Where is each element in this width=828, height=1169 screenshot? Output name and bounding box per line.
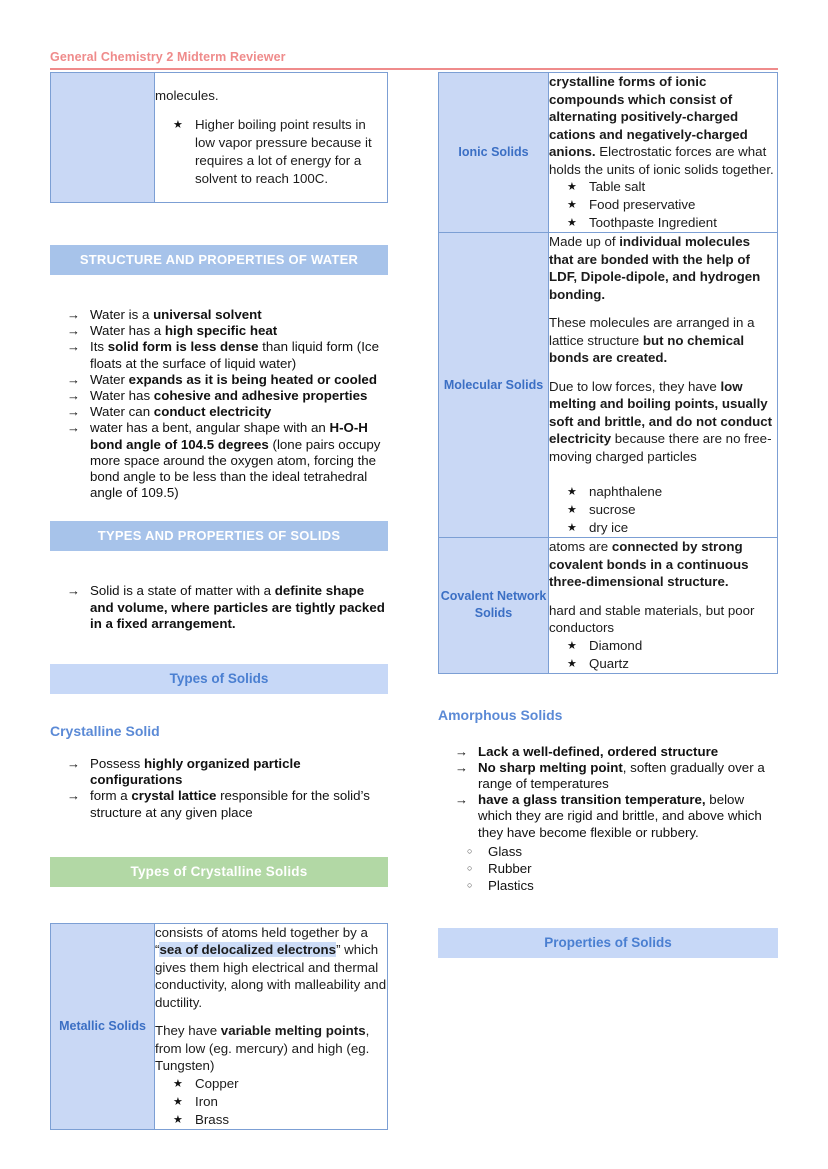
continued-table bbox=[50, 72, 388, 203]
right-column bbox=[438, 72, 778, 958]
molecular-paragraph-2 bbox=[549, 314, 777, 367]
molecular-p2-lead: These molecules are arranged in a lattice structure bbox=[549, 315, 755, 348]
list-item: ○ Glass bbox=[484, 843, 778, 860]
list-item: ○ Plastics bbox=[484, 877, 778, 894]
list-item: → form a crystal lattice responsible for the solid’s structure at any given place bbox=[86, 788, 388, 820]
list-item: ★ Quartz bbox=[585, 655, 777, 673]
continued-table-label bbox=[51, 73, 155, 203]
molecular-examples-list bbox=[549, 483, 777, 537]
list-item: ★ naphthalene bbox=[585, 483, 777, 501]
document-header bbox=[50, 50, 778, 70]
heading-crystalline-solid: Crystalline Solid bbox=[50, 723, 160, 740]
covalent-examples-list bbox=[549, 637, 777, 673]
molecular-solids-body bbox=[549, 233, 778, 538]
covalent-p1-bold: connected by strong covalent bonds in a continuous three-dimensional structure. bbox=[549, 539, 749, 589]
metallic-examples-list bbox=[155, 1075, 387, 1129]
table-row bbox=[439, 233, 778, 538]
ionic-plain-text: Electrostatic forces are what holds the units of ionic solids together. bbox=[549, 144, 774, 177]
table-row bbox=[51, 73, 388, 203]
header-divider bbox=[50, 68, 778, 70]
list-item: ★ Diamond bbox=[585, 637, 777, 655]
molecular-paragraph-1 bbox=[549, 233, 777, 303]
list-item: → Its solid form is less dense than liquid form (Ice floats at the surface of liquid water) bbox=[86, 339, 388, 371]
list-item: ★ Table salt bbox=[585, 178, 777, 196]
list-item: → Water can conduct electricity bbox=[86, 404, 388, 420]
list-item: → Water is a universal solvent bbox=[86, 307, 388, 323]
metallic-paragraph-1: consists of atoms held together by a “sea of delocalized electrons” which gives them high electrical and thermal conductivity, along with malleability and ductility. bbox=[155, 924, 387, 1010]
ionic-bold-text: crystalline forms of ionic compounds which consist of alternating positively-charged cations and negatively-charged anions. bbox=[549, 74, 748, 159]
banner-types-of-crystalline-solids: Types of Crystalline Solids bbox=[50, 857, 388, 887]
molecular-solids-label: Molecular Solids bbox=[439, 233, 549, 538]
metallic-solids-body bbox=[155, 923, 388, 1129]
covalent-network-solids-body bbox=[549, 538, 778, 674]
list-item: → No sharp melting point, soften gradually over a range of temperatures bbox=[474, 760, 778, 792]
amorphous-properties-list bbox=[438, 744, 778, 841]
molecular-p3-tail: because there are no free-moving charged particles bbox=[549, 431, 772, 464]
list-item: ★ Copper bbox=[191, 1075, 387, 1093]
list-item: → Lack a well-defined, ordered structure bbox=[474, 744, 778, 760]
amorphous-examples-list bbox=[438, 843, 778, 894]
list-item: → Possess highly organized particle configurations bbox=[86, 756, 388, 788]
list-item: ★ Higher boiling point results in low vapor pressure because it requires a lot of energy for a solvent to reach 100C. bbox=[191, 116, 387, 188]
table-row bbox=[439, 538, 778, 674]
list-item: ★ Food preservative bbox=[585, 196, 777, 214]
list-item: → have a glass transition temperature, below which they are rigid and brittle, and above which they have become flexible or rubbery. bbox=[474, 792, 778, 841]
molecular-p1-lead: Made up of bbox=[549, 234, 620, 249]
ionic-examples-list bbox=[549, 178, 777, 232]
molecular-p3-bold: low melting and boiling points, usually soft and brittle, and do not conduct electricity bbox=[549, 378, 773, 446]
list-item: → Solid is a state of matter with a definite shape and volume, where particles are tightly packed in a fixed arrangement. bbox=[86, 583, 388, 632]
solid-definition-list bbox=[50, 583, 388, 632]
table-row bbox=[51, 923, 388, 1129]
list-item: ★ Toothpaste Ingredient bbox=[585, 214, 777, 232]
banner-types-of-solids: Types of Solids bbox=[50, 664, 388, 694]
list-item: → Water has a high specific heat bbox=[86, 323, 388, 339]
metallic-solids-label: Metallic Solids bbox=[51, 923, 155, 1129]
page-title: General Chemistry 2 Midterm Reviewer bbox=[50, 50, 286, 64]
covalent-p1-lead: atoms are bbox=[549, 539, 612, 554]
list-item: ★ dry ice bbox=[585, 519, 777, 537]
list-item: ○ Rubber bbox=[484, 860, 778, 877]
list-item: → Water expands as it is being heated or cooled bbox=[86, 372, 388, 388]
ionic-solids-body bbox=[549, 73, 778, 233]
crystalline-properties-list bbox=[50, 756, 388, 821]
continued-intro: molecules. bbox=[155, 88, 219, 104]
covalent-paragraph-1 bbox=[549, 538, 777, 591]
ionic-solids-label: Ionic Solids bbox=[439, 73, 549, 233]
list-item: ★ Iron bbox=[191, 1093, 387, 1111]
banner-types-properties-of-solids: TYPES AND PROPERTIES OF SOLIDS bbox=[50, 521, 388, 551]
metallic-paragraph-2: They have variable melting points, from low (eg. mercury) and high (eg. Tungsten) bbox=[155, 1023, 370, 1074]
molecular-p2-bold: but no chemical bonds are created. bbox=[549, 332, 745, 365]
crystalline-types-table bbox=[438, 72, 778, 674]
table-row bbox=[439, 73, 778, 233]
water-properties-list bbox=[50, 307, 388, 501]
list-item: ★ sucrose bbox=[585, 501, 777, 519]
ionic-description bbox=[549, 73, 777, 178]
metallic-solids-table bbox=[50, 923, 388, 1130]
banner-properties-of-solids: Properties of Solids bbox=[438, 928, 778, 958]
molecular-p1-bold: individual molecules that are bonded with the help of LDF, Dipole-dipole, and hydrogen bonding. bbox=[549, 234, 761, 302]
molecular-p3-lead: Due to low forces, they have bbox=[549, 378, 721, 394]
list-item: ★ Brass bbox=[191, 1111, 387, 1129]
list-item: → Water has cohesive and adhesive properties bbox=[86, 388, 388, 404]
continued-bullet-list bbox=[155, 116, 387, 188]
molecular-paragraph-3 bbox=[549, 378, 777, 466]
list-item: → water has a bent, angular shape with an H-O-H bond angle of 104.5 degrees (lone pairs occupy more space around the oxygen atom, forcing the bond angle to be less than the ideal tetrahedral angle of 109.5) bbox=[86, 420, 388, 501]
left-column bbox=[50, 72, 388, 1130]
heading-amorphous-solids: Amorphous Solids bbox=[438, 706, 563, 723]
covalent-network-solids-label: Covalent Network Solids bbox=[439, 538, 549, 674]
banner-structure-properties-of-water: STRUCTURE AND PROPERTIES OF WATER bbox=[50, 245, 388, 275]
continued-table-body bbox=[155, 73, 388, 203]
covalent-paragraph-2: hard and stable materials, but poor conductors bbox=[549, 602, 755, 635]
